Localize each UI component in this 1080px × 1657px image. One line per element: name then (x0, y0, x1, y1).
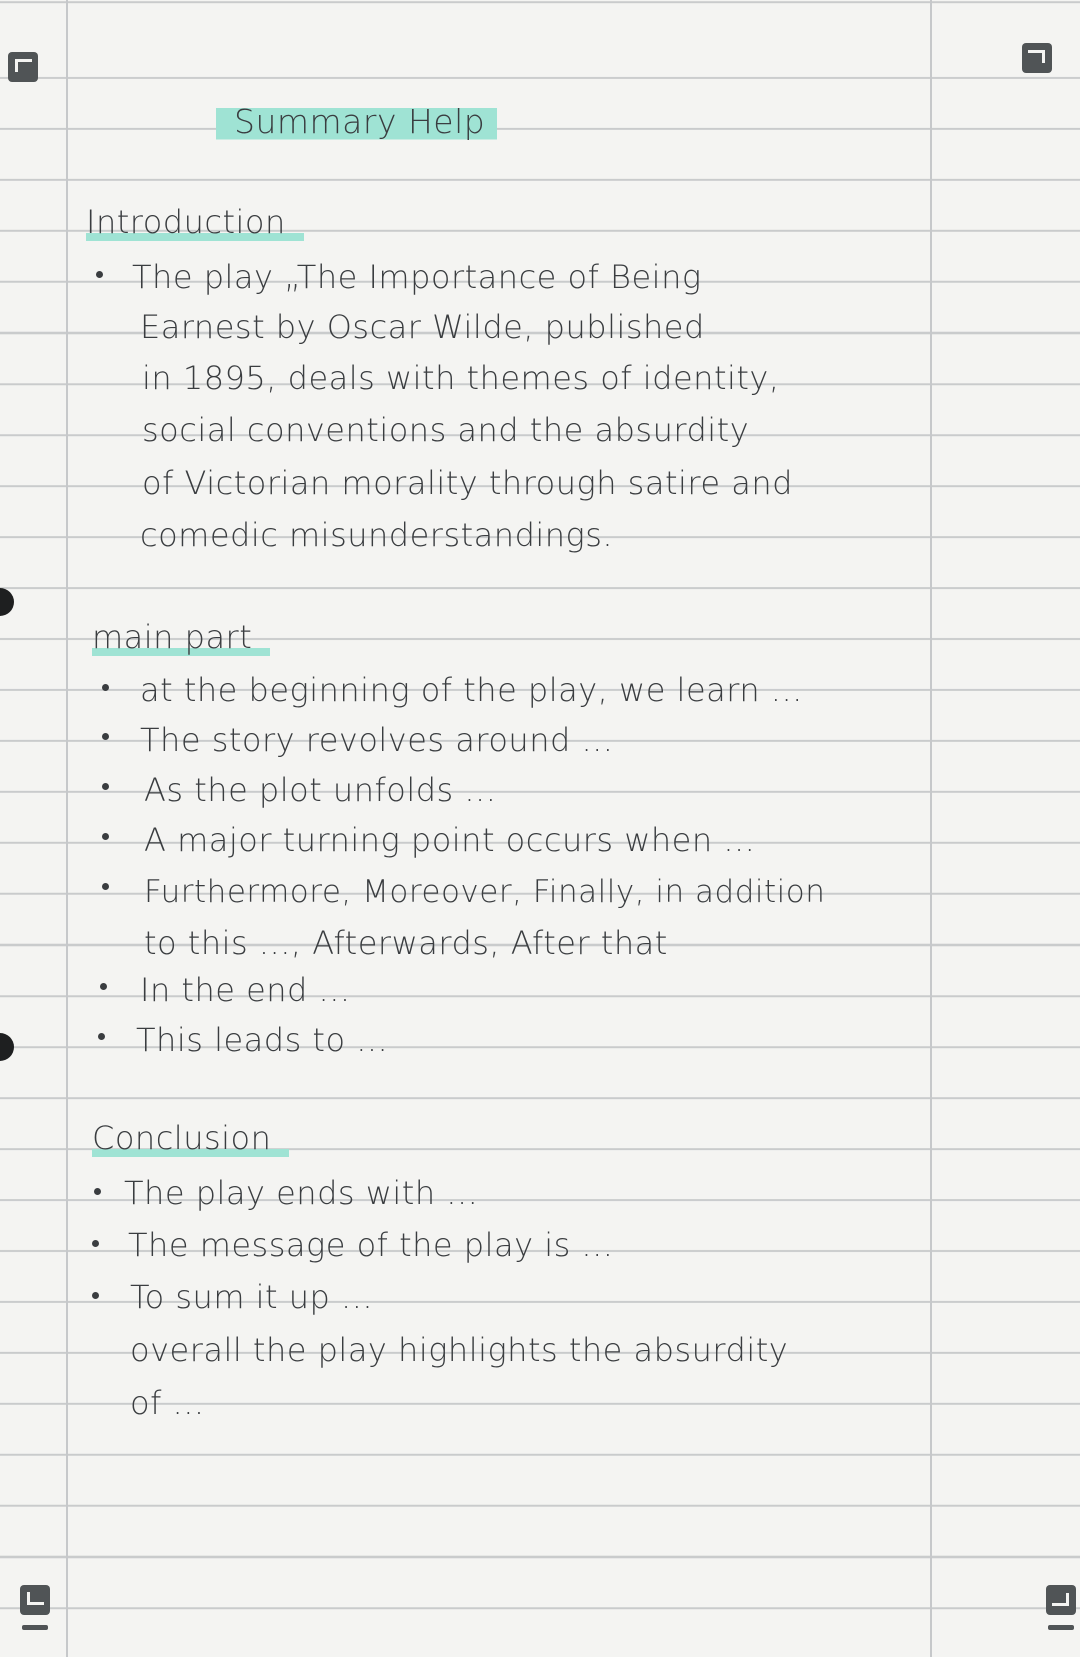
main-line: The story revolves around ... (140, 721, 614, 759)
bullet-icon (102, 833, 109, 840)
intro-line: social conventions and the absurdity (142, 411, 750, 449)
corner-bar-icon (22, 1625, 48, 1630)
main-line: to this ..., Afterwards, After that (144, 924, 668, 962)
conclusion-line: To sum it up ... (130, 1278, 374, 1316)
corner-bar-icon (1048, 1625, 1074, 1630)
main-line: at the beginning of the play, we learn ... (140, 671, 803, 709)
right-margin-line (930, 0, 932, 1657)
bullet-icon (102, 883, 109, 890)
intro-line: The play „The Importance of Being (132, 258, 702, 296)
main-line: In the end ... (140, 971, 351, 1009)
section-heading-main-part: main part (92, 617, 270, 657)
bullet-icon (92, 1240, 99, 1247)
intro-line: comedic misunderstandings. (140, 516, 614, 554)
page-title: Summary Help (216, 100, 497, 144)
edge-punch-hole-icon (0, 1033, 14, 1061)
bullet-icon (102, 733, 109, 740)
bullet-icon (92, 1292, 99, 1299)
bullet-icon (96, 271, 103, 278)
intro-line: Earnest by Oscar Wilde, published (140, 308, 705, 346)
main-line: As the plot unfolds ... (144, 771, 497, 809)
left-margin-line (66, 0, 68, 1657)
corner-marker-icon (1046, 1585, 1076, 1615)
conclusion-line: The play ends with ... (124, 1174, 479, 1212)
intro-line: of Victorian morality through satire and (142, 464, 793, 502)
bullet-icon (94, 1188, 101, 1195)
corner-marker-icon (20, 1585, 50, 1615)
intro-line: in 1895, deals with themes of identity, (142, 359, 780, 397)
bullet-icon (102, 783, 109, 790)
conclusion-line: The message of the play is ... (128, 1226, 614, 1264)
main-line: This leads to ... (136, 1021, 389, 1059)
edge-punch-hole-icon (0, 588, 14, 616)
main-line: A major turning point occurs when ... (144, 821, 756, 859)
section-heading-conclusion: Conclusion (92, 1118, 289, 1158)
main-line: Furthermore, Moreover, Finally, in addition (144, 874, 826, 910)
bullet-icon (102, 684, 109, 691)
section-heading-introduction: Introduction (86, 202, 304, 242)
conclusion-line: of ... (130, 1384, 205, 1422)
conclusion-line: overall the play highlights the absurdity (130, 1331, 789, 1369)
bullet-icon (100, 983, 107, 990)
corner-marker-icon (8, 52, 38, 82)
corner-marker-icon (1022, 43, 1052, 73)
bullet-icon (98, 1033, 105, 1040)
